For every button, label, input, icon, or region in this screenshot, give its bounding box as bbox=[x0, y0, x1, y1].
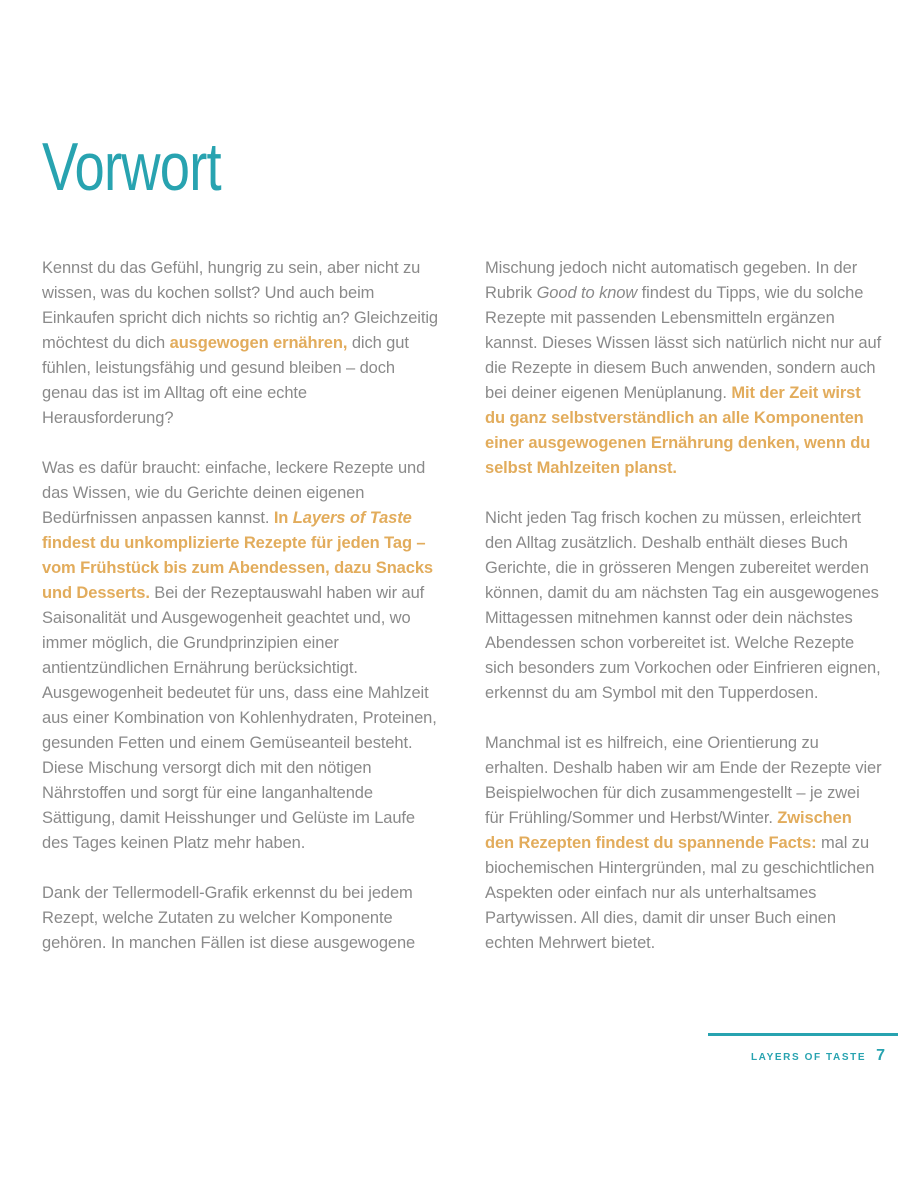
text-run: findest du unkomplizierte Rezepte für jeden Tag – vom Frühstück bis zum Abendessen, dazu Snacks und Desserts. bbox=[42, 534, 433, 602]
text-run: Dank der Tellermodell-Grafik erkennst du bei jedem Rezept, welche Zutaten zu welcher Komponente gehören. In manchen Fällen ist diese ausgewogene bbox=[42, 884, 416, 952]
text-run: In bbox=[273, 509, 293, 527]
right-column bbox=[485, 256, 882, 981]
text-run: Nicht jeden Tag frisch kochen zu müssen, erleichtert den Alltag zusätzlich. Deshalb enthält dieses Buch Gerichte, die in grösseren Mengen zubereitet werden können, damit du am nächsten Tag ein ausgewogenes Mittagessen mitnehmen kannst oder dein nächstes Abendessen schon vorbereitet ist. Welche Rezepte sich besonders zum Vorkochen oder Einfrieren eignen, erkennst du am Symbol mit den Tupperdosen. bbox=[485, 509, 881, 702]
footer-rule bbox=[708, 1033, 898, 1036]
text-run: mal zu biochemischen Hintergründen, mal zu geschichtlichen Aspekten oder einfach nur als unterhaltsames Partywissen. All dies, damit dir unser Buch einen echten Mehrwert bietet. bbox=[485, 834, 875, 952]
paragraph-tellermodell bbox=[42, 881, 439, 956]
text-run: Layers of Taste bbox=[292, 509, 412, 527]
text-run: Manchmal ist es hilfreich, eine Orientierung zu erhalten. Deshalb haben wir am Ende der Rezepte vier Beispielwochen für dich zusammengestellt – je zwei für Frühling/Sommer und Herbst/Winter. bbox=[485, 734, 882, 827]
paragraph-facts bbox=[485, 731, 882, 956]
footer-text bbox=[708, 1047, 898, 1065]
paragraph-recipes bbox=[42, 456, 439, 856]
text-run: Bei der Rezeptauswahl haben wir auf Saisonalität und Ausgewogenheit geachtet und, wo immer möglich, die Grundprinzipien einer antientzündlichen Ernährung berücksichtigt. Ausgewogenheit bedeutet für uns, dass eine Mahlzeit aus einer Kombination von Kohlenhydraten, Proteinen, gesunden Fetten und einem Gemüseanteil besteht. Diese Mischung versorgt dich mit den nötigen Nährstoffen und sorgt für eine langanhaltende Sättigung, damit Heisshunger und Gelüste im Laufe des Tages keinen Platz mehr haben. bbox=[42, 584, 437, 852]
paragraph-intro bbox=[42, 256, 439, 431]
text-run: ausgewogen ernähren, bbox=[169, 334, 348, 352]
text-run: Mischung jedoch nicht automatisch gegeben. In der Rubrik bbox=[485, 259, 858, 302]
text-columns bbox=[42, 256, 882, 981]
text-run: Kennst du das Gefühl, hungrig zu sein, aber nicht zu wissen, was du kochen sollst? Und auch beim Einkaufen spricht dich nichts so richtig an? Gleichzeitig möchtest du dich bbox=[42, 259, 439, 352]
page-number: 7 bbox=[876, 1047, 885, 1064]
page-title: Vorwort bbox=[42, 129, 221, 205]
book-title: LAYERS OF TASTE bbox=[750, 1052, 867, 1063]
left-column bbox=[42, 256, 439, 981]
text-run: findest du Tipps, wie du solche Rezepte mit passenden Lebensmitteln ergänzen kannst. Dieses Wissen lässt sich natürlich nicht nur auf die Rezepte in diesem Buch anwenden, sondern auch bei deiner eigenen Menüplanung. bbox=[485, 284, 882, 402]
text-run: Zwischen den Rezepten findest du spannende Facts: bbox=[485, 809, 852, 852]
text-run: Mit der Zeit wirst du ganz selbstverständlich an alle Komponenten einer ausgewogenen Ernährung denken, wenn du selbst Mahlzeiten planst. bbox=[485, 384, 871, 477]
page-footer bbox=[708, 1033, 898, 1065]
text-run: Was es dafür braucht: einfache, leckere Rezepte und das Wissen, wie du Gerichte deinen eigenen Bedürfnissen anpassen kannst. bbox=[42, 459, 426, 527]
text-run: Good to know bbox=[536, 284, 638, 302]
text-run: dich gut fühlen, leistungsfähig und gesund bleiben – doch genau das ist im Alltag oft eine echte Herausforderung? bbox=[42, 334, 409, 427]
paragraph-good-to-know bbox=[485, 256, 882, 481]
paragraph-meal-prep bbox=[485, 506, 882, 706]
